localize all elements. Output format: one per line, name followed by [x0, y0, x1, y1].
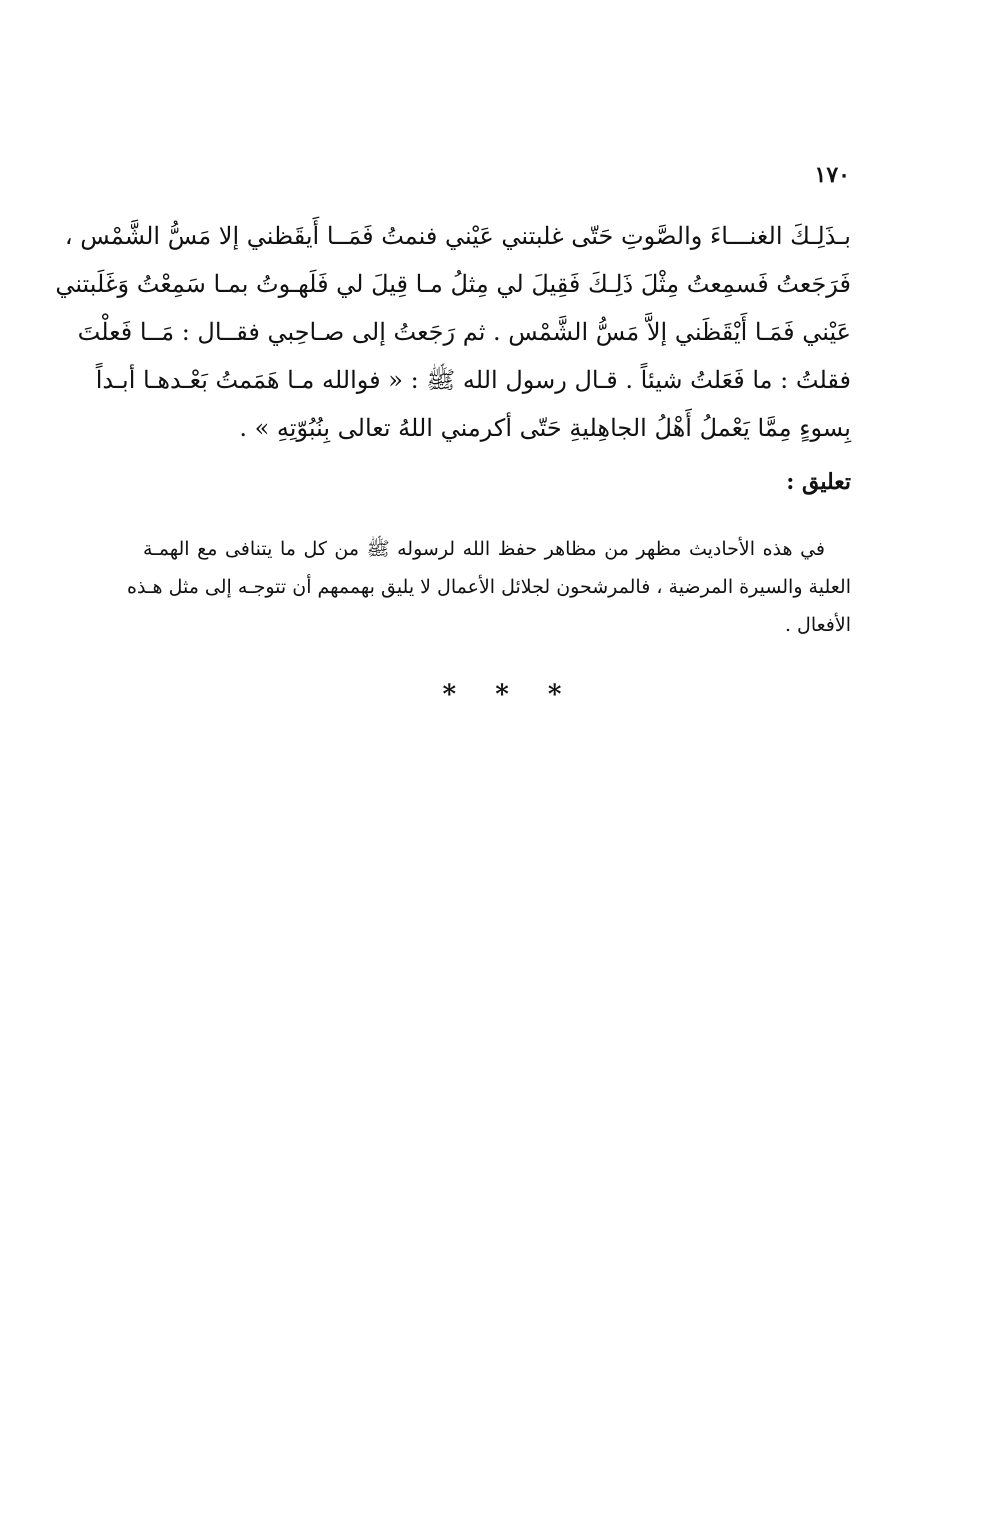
hadith-paragraph: [55, 212, 851, 452]
hadith-line-1: بـذَلِـكَ الغنـــاءَ والصَّوتِ حَتّى غلبتني عَيْني فنمتُ فَمَــا أَيقَظني إلا مَسُّ الشَّمْس ،: [64, 222, 851, 250]
hadith-line-2: فَرَجَعتُ فَسمِعتُ مِثْلَ ذَلِـكَ فَقِيلَ لي مِثلُ مـا قِيلَ لي فَلَهـوتُ بمـا سَمِعْتُ وَغَلَبتني: [55, 270, 851, 298]
commentary-line-3: الأفعال .: [784, 614, 851, 636]
commentary-line-2: العلية والسيرة المرضية ، فالمرشحون لجلائل الأعمال لا يليق بهممهم أن تتوجـه إلى مثل هـذه: [127, 576, 851, 598]
hadith-line-5: بِسوءٍ مِمَّا يَعْملُ أَهْلُ الجاهِليةِ حَتّى أكرمني اللهُ تعالى بِنُبُوّتِهِ » .: [239, 414, 851, 442]
hadith-line-3: عَيْني فَمَـا أَيْقَظَني إلاَّ مَسُّ الشَّمْس . ثم رَجَعتُ إلى صـاحِبي فقــال : مَــا فَعلْتَ: [77, 318, 851, 346]
section-heading: تعليق :: [786, 469, 851, 495]
commentary-paragraph: [127, 530, 851, 644]
hadith-line-4: فقلتُ : ما فَعَلتُ شيئاً . قـال رسول الله ﷺ : « فوالله مـا هَمَمتُ بَعْـدهـا أبـداً: [95, 366, 851, 394]
section-separator: * * *: [442, 680, 562, 710]
commentary-line-1: في هذه الأحاديث مظهر من مظاهر حفظ الله لرسوله ﷺ من كل ما يتنافى مع الهمـة: [143, 538, 825, 560]
page-number: ١٧٠: [814, 162, 850, 188]
